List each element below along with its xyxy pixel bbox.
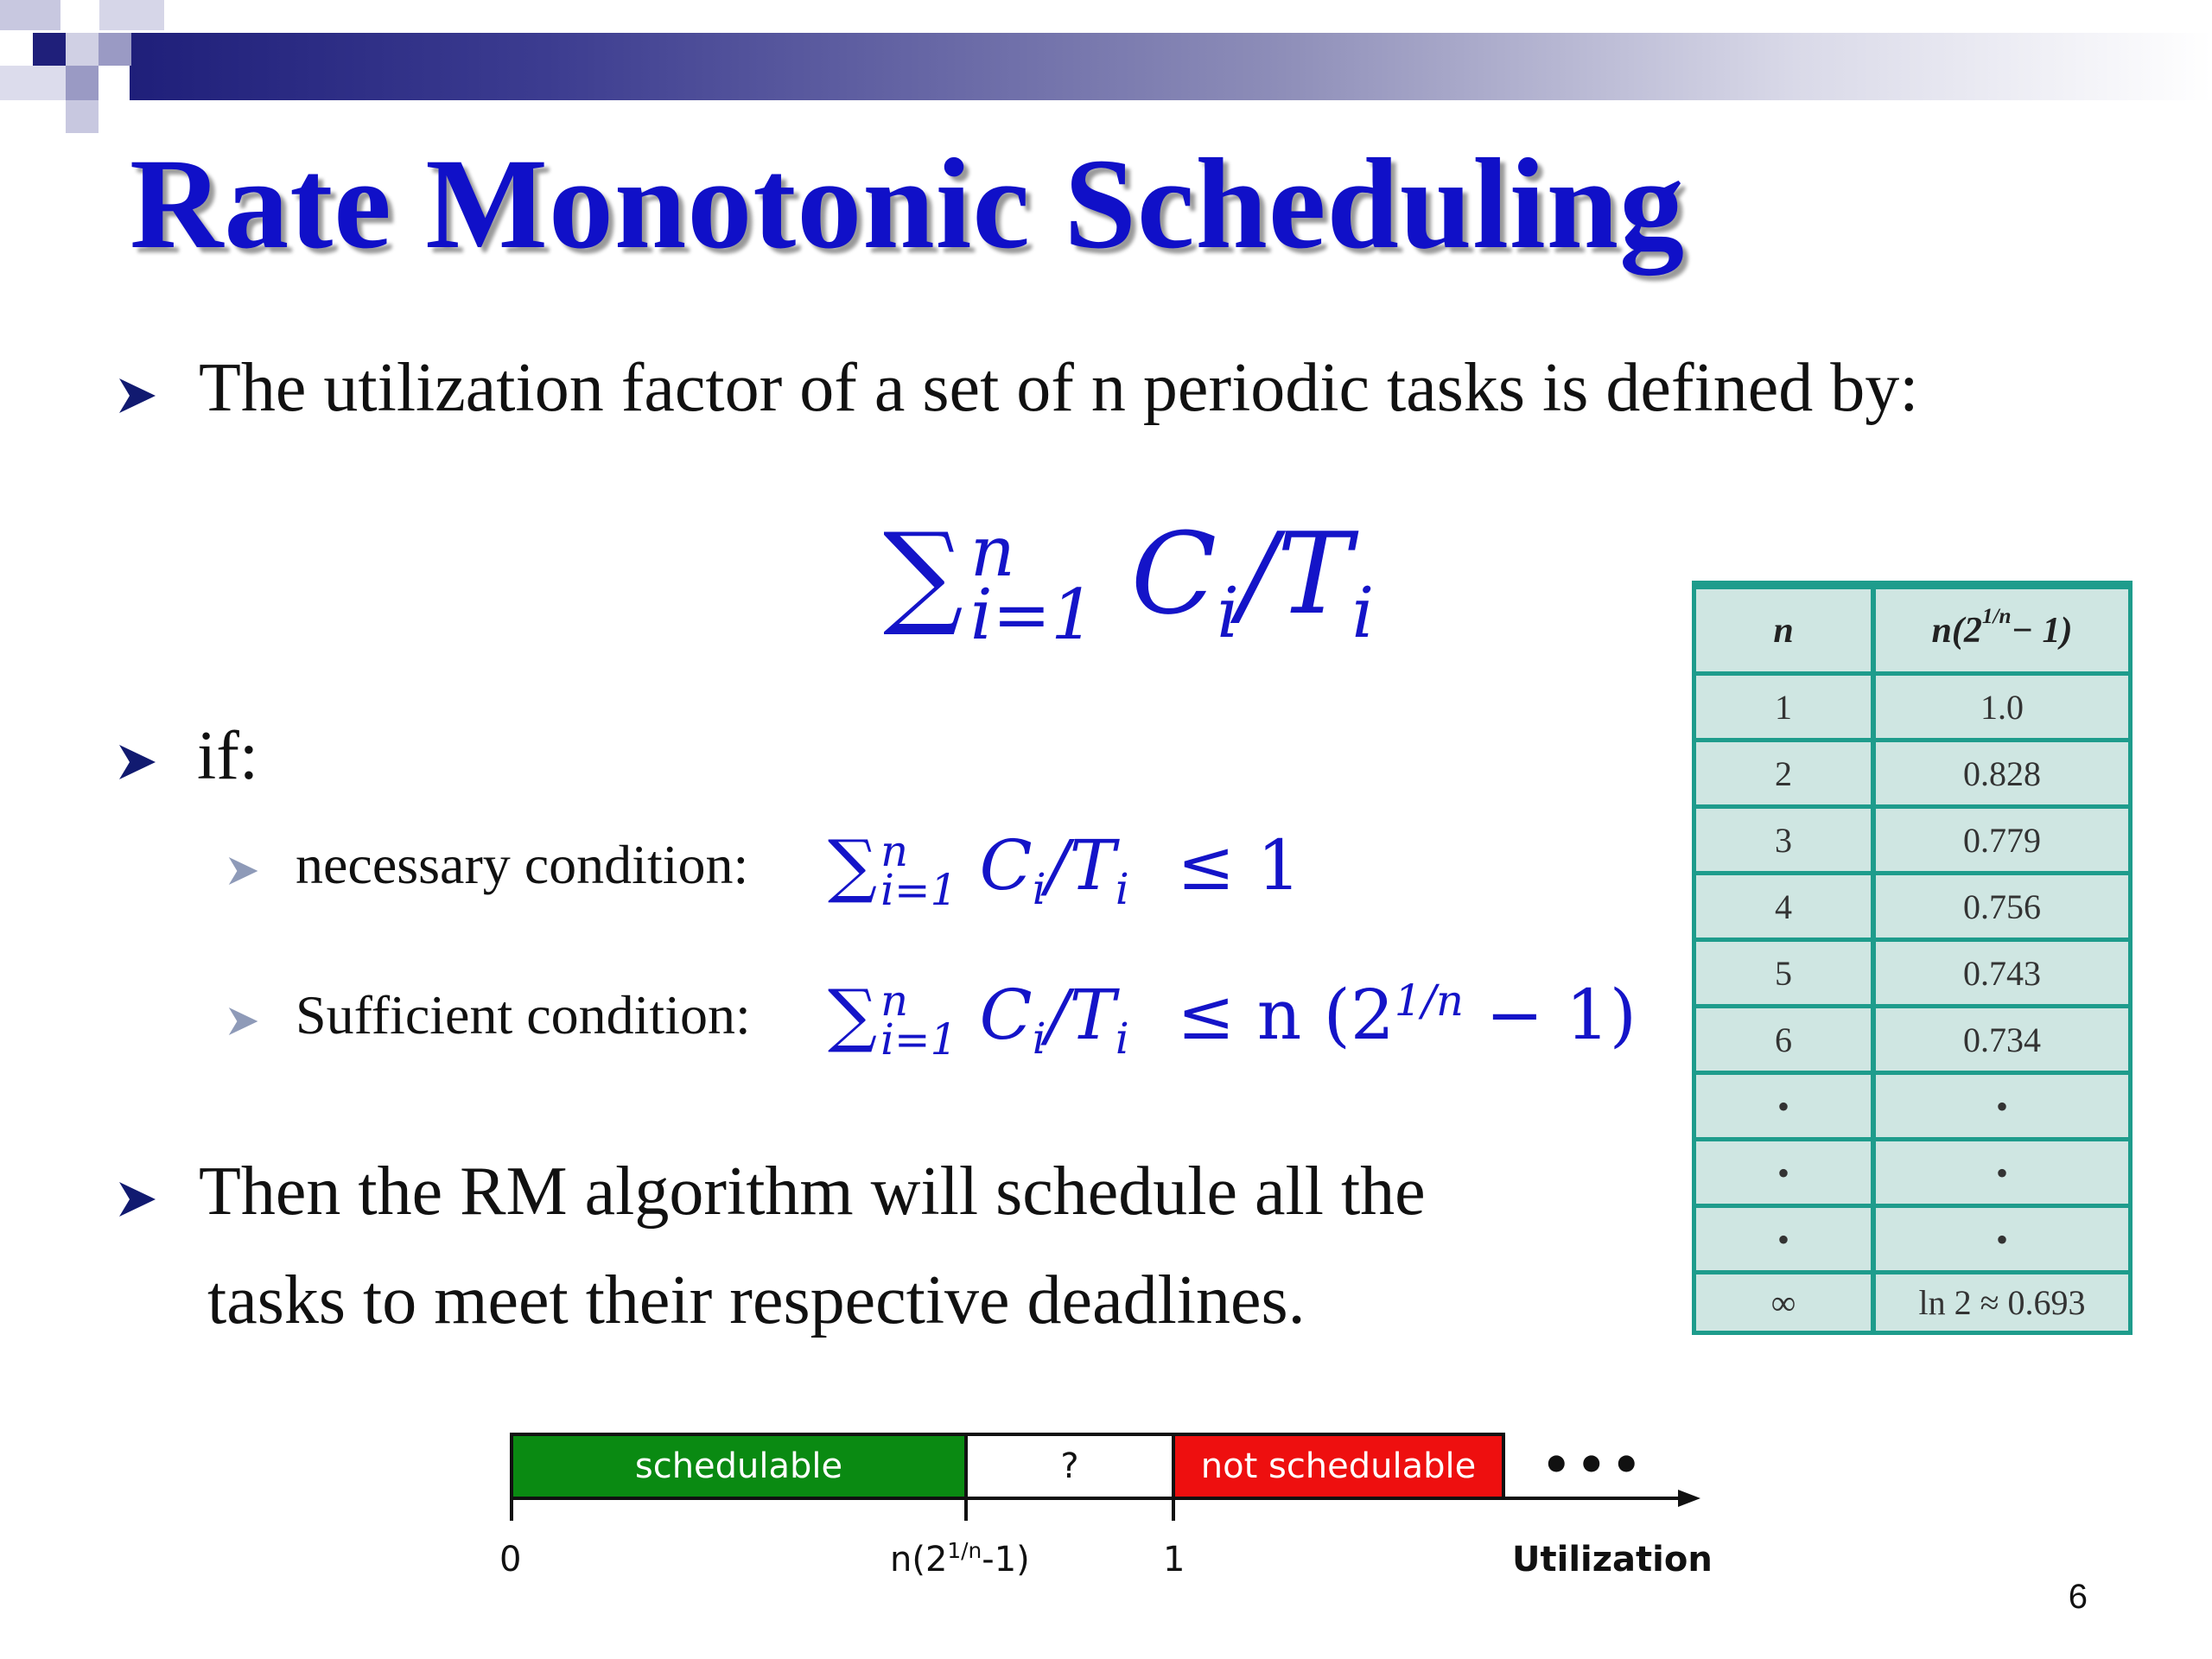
sum-upper: n [880,826,909,877]
tick-bound-pre: n(2 [890,1540,948,1580]
header-square-decor [0,0,60,30]
term-c: C [979,825,1033,906]
axis-label-utilization: Utilization [1512,1540,1713,1580]
sum-lower: i=1 [969,574,1096,656]
bound-tail: − 1) [1463,975,1637,1055]
ellipsis-dots: ••• [1541,1438,1647,1492]
bullet-conclusion-line1: Then the RM algorithm will schedule all the [199,1154,1426,1230]
header-bound-post: − 1) [2011,610,2073,651]
term-slash: /T [1046,825,1116,906]
term-sub: i [1115,864,1129,915]
table-header-row [1696,585,2128,671]
table-cell-bound: ln 2 ≈ 0.693 [1918,1283,2086,1322]
table-header-n: n [1773,610,1794,651]
utilization-formula [883,508,1375,656]
table-row [1696,671,2128,738]
term-c: C [979,975,1033,1055]
table-cell-bound: 1.0 [1980,687,2024,727]
segment-schedulable-label: schedulable [634,1446,843,1486]
table-row [1696,1137,2128,1204]
sufficient-condition-formula [828,975,1637,1065]
arrow-bullet-icon [114,1173,166,1225]
table-row [1696,738,2128,804]
tick-zero: 0 [499,1540,522,1580]
table-row [1696,804,2128,871]
sum-lower: i=1 [880,865,958,915]
table-row [1696,938,2128,1004]
bullet-if-text: if: [197,718,259,794]
table-cell-n: • [1777,1219,1789,1259]
sum-symbol: ∑ [828,825,878,906]
table-cell-bound: • [1995,1086,2008,1126]
bullet-conclusion-line2: tasks to meet their respective deadlines. [207,1262,1306,1338]
table-row [1696,871,2128,938]
arrow-bullet-icon [114,736,166,788]
term-sub: i [1115,1014,1129,1065]
table-cell-n: • [1777,1153,1789,1192]
table-header-bound [1876,589,2128,671]
header-bound-sup: 1/n [1981,605,2012,629]
sub-arrow-bullet-icon [225,850,266,892]
page-number: 6 [2068,1578,2088,1616]
table-cell-n: 1 [1775,687,1792,727]
table-cell-n: 5 [1775,953,1792,993]
tick-bound-sup: 1/n [947,1538,982,1564]
sum-upper: n [880,976,909,1027]
table-cell-bound: 0.734 [1963,1020,2041,1059]
header-square-decor [66,33,99,66]
table-cell-n: 4 [1775,887,1792,926]
sub-arrow-bullet-icon [225,1001,266,1042]
term-sub: i [1351,573,1375,655]
le-one: ≤ 1 [1177,825,1301,906]
table-cell-bound: 0.756 [1963,887,2041,926]
term-sub: i [1032,1014,1046,1065]
table-cell-bound: 0.779 [1963,820,2041,860]
tick-bound-post: -1) [982,1540,1030,1580]
slide-title: Rate Monotonic Scheduling [130,132,1686,276]
term-sub: i [1217,573,1239,655]
header-square-decor [66,66,99,100]
segment-not-schedulable-label: not schedulable [1200,1446,1477,1486]
sum-upper: n [969,511,1015,593]
bound-table [1692,581,2133,1335]
necessary-condition-label: necessary condition: [296,834,749,895]
table-cell-bound: • [1995,1153,2008,1192]
table-cell-n: • [1777,1086,1789,1126]
header-square-decor [33,33,66,66]
header-gradient-bar [130,33,2212,100]
header-square-decor [99,0,164,30]
header-square-decor [66,100,99,133]
term-slash: /T [1046,975,1116,1055]
arrow-bullet-icon [114,370,166,422]
header-bound-pre: n(2 [1931,610,1982,651]
le-n-bound: ≤ n (2 [1177,975,1395,1055]
bullet-utilization-text: The utilization factor of a set of n periodic tasks is defined by: [199,350,1919,426]
table-cell-n: 2 [1775,753,1792,793]
header-square-decor [99,33,131,66]
term-slash: /T [1238,508,1352,639]
table-row [1696,1270,2128,1331]
sufficient-condition-label: Sufficient condition: [296,984,751,1046]
segment-unknown-label: ? [1060,1446,1079,1486]
table-cell-n: 3 [1775,820,1792,860]
tick-one: 1 [1163,1540,1185,1580]
table-cell-n: ∞ [1770,1283,1796,1322]
table-cell-bound: • [1995,1219,2008,1259]
table-row [1696,1004,2128,1071]
exponent: 1/n [1394,975,1464,1026]
tick-bound [890,1540,1030,1580]
utilization-axis [501,1486,1702,1538]
table-cell-bound: 0.828 [1963,753,2041,793]
term-c: C [1130,508,1217,639]
necessary-condition-formula [828,825,1301,915]
header-square-decor [0,66,66,100]
table-cell-bound: 0.743 [1963,953,2041,993]
term-sub: i [1032,864,1046,915]
table-row [1696,1204,2128,1270]
table-row [1696,1071,2128,1137]
table-cell-n: 6 [1775,1020,1792,1059]
sum-lower: i=1 [880,1014,958,1065]
sum-symbol: ∑ [883,508,963,639]
sum-symbol: ∑ [828,975,878,1055]
